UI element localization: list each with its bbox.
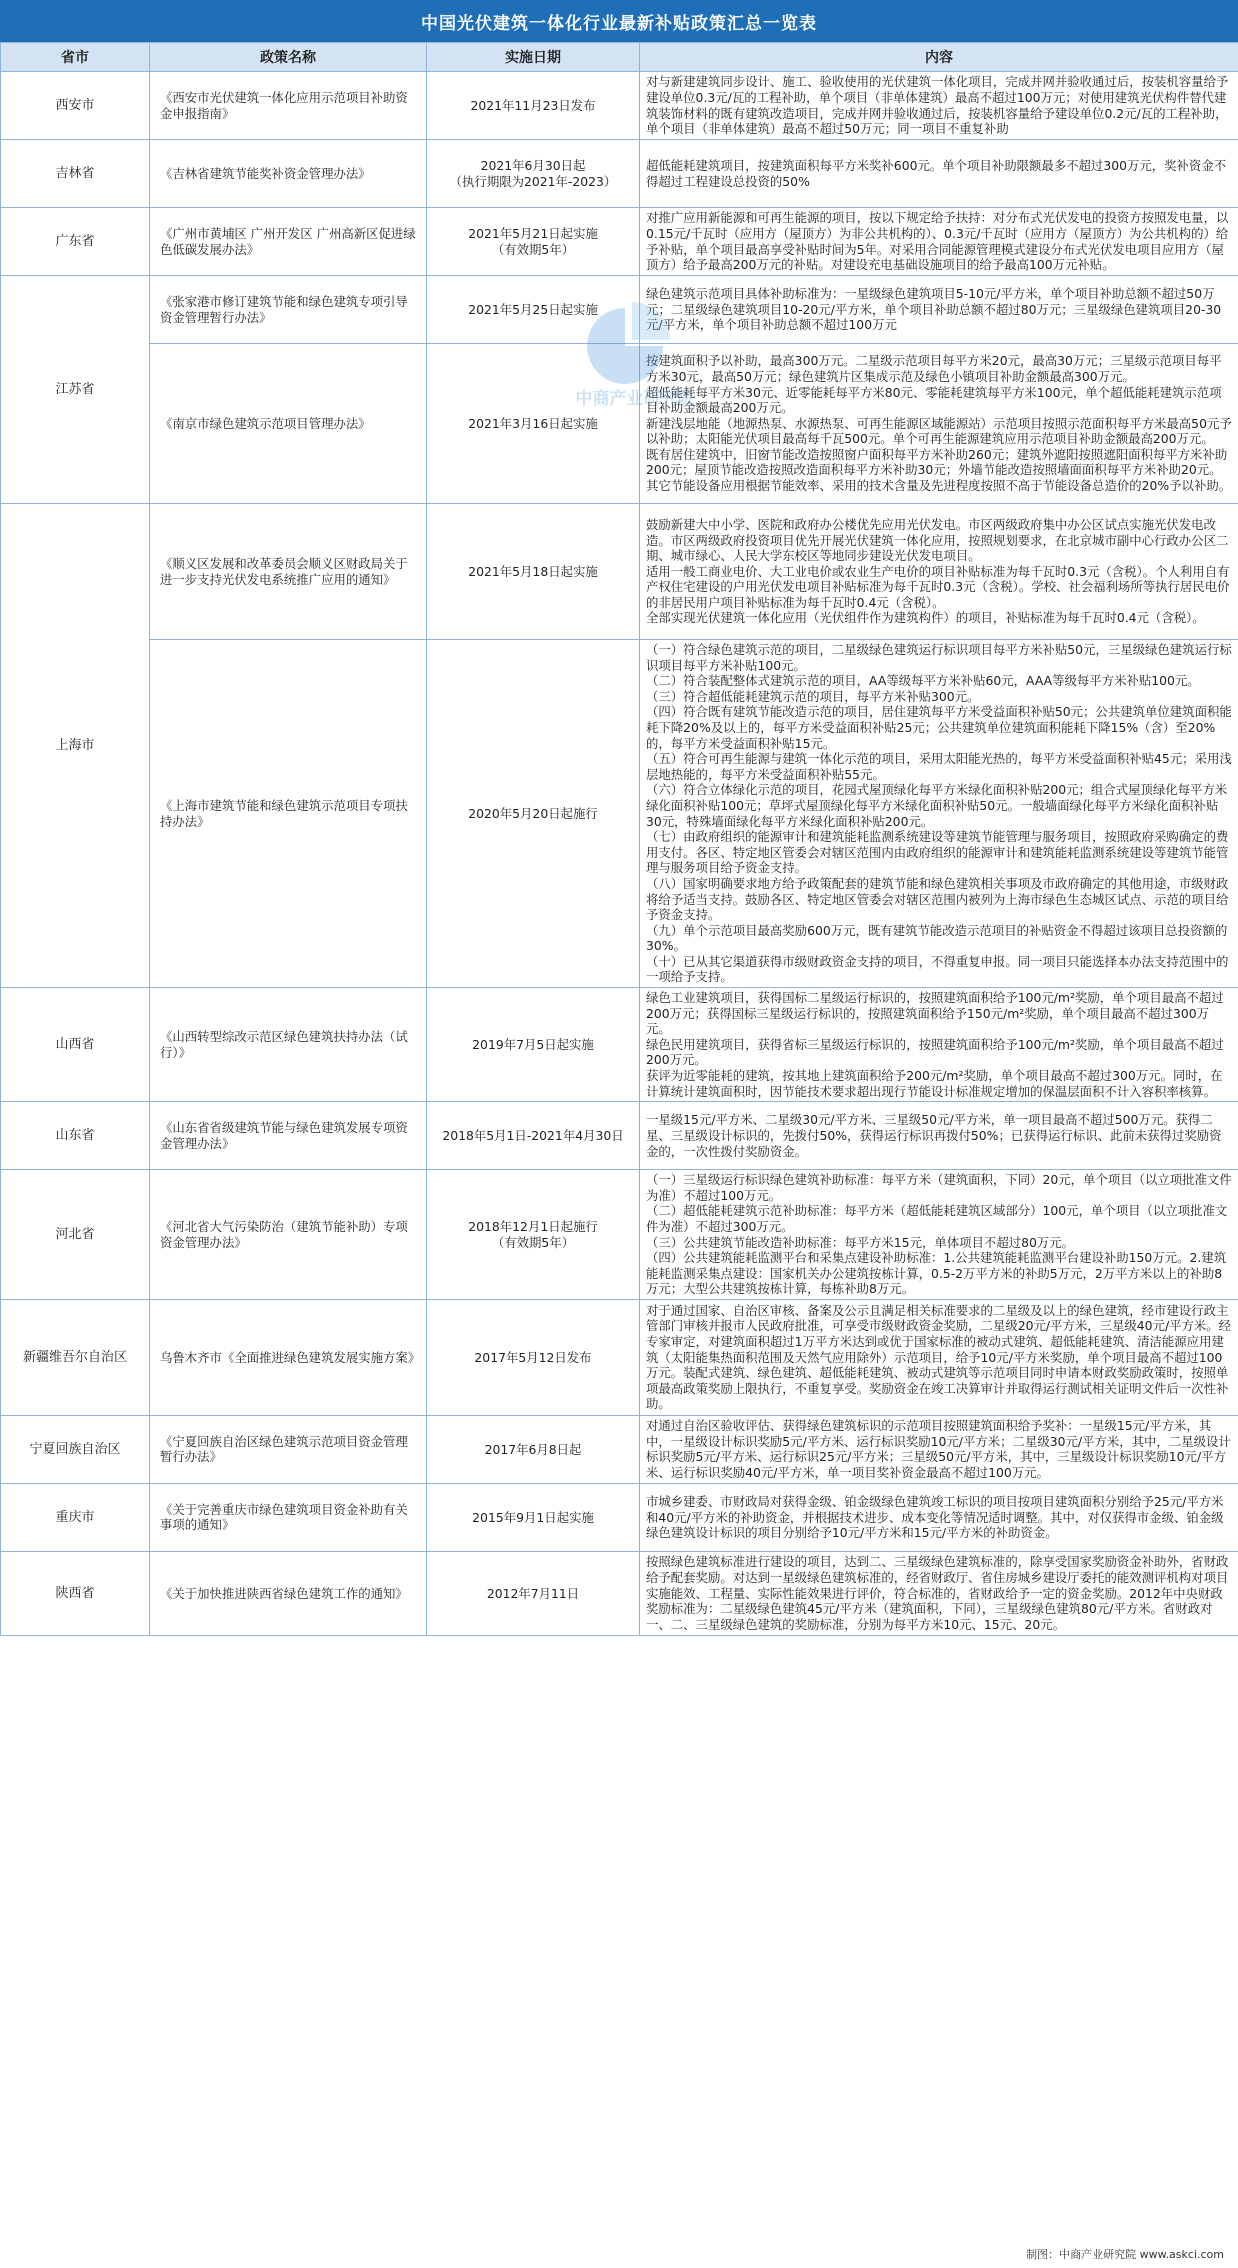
cell-date — [427, 1102, 640, 1170]
content-paragraph: （四）公共建筑能耗监测平台和采集点建设补助标准：1.公共建筑能耗监测平台建设补助150万元。2.建筑能耗监测采集点建设：国家机关办公建筑按栋计算，0.5-2万平方米的补助5万元，2万平方米以上的补助8万元；大型公共建筑按栋计算，每栋补助8万元。 — [646, 1250, 1227, 1297]
date-line: （有效期5年） — [491, 1234, 575, 1250]
content-paragraph: 按照绿色建筑标准进行建设的项目，达到二、三星级绿色建筑标准的，除享受国家奖励资金补助外，省财政给予配套奖励。对达到一星级绿色建筑标准的，经省财政厅、省住房城乡建设厅委托的能效测评机构对项目实施能效、工程量、实际性能效果进行评价，符合标准的，省财政给予一定的资金奖励。2012年中央财政奖励标准为：二星级绿色建筑45元/平方米（建筑面积，下同），三星级绿色建筑80元/平方米。省财政对一、二、三星级绿色建筑的奖励标准，分别为每平方米10元、15元、20元。 — [646, 1554, 1229, 1632]
cell-content — [640, 1551, 1238, 1635]
date-line: 2020年5月20日起施行 — [468, 805, 598, 821]
content-paragraph: 绿色建筑示范项目具体补助标准为：一星级绿色建筑项目5-10元/平方米，单个项目补助总额不超过50万元；二星级绿色建筑项目10-20元/平方米，单个项目补助总额不超过80万元；三星级绿色建筑项目20-30元/平方米，单个项目补助总额不超过100万元 — [646, 286, 1222, 333]
date-line: 2019年7月5日起实施 — [472, 1036, 594, 1052]
date-line: 2012年7月11日 — [486, 1585, 580, 1601]
content-paragraph: 市城乡建委、市财政局对获得金级、铂金级绿色建筑竣工标识的项目按项目建筑面积分别给予25元/平方米和40元/平方米的补助资金，并根据技术进步、成本变化等情况适时调整。其中，对仅获得市金级、铂金级绿色建筑设计标识的项目分别给予10元/平方米和15元/平方米的补助资金。 — [646, 1494, 1224, 1541]
cell-province: 重庆市 — [1, 1483, 150, 1551]
cell-content — [640, 1170, 1238, 1300]
header-content: 内容 — [640, 43, 1238, 72]
content-paragraph: 既有居住建筑中，旧窗节能改造按照窗户面积每平方米补助260元；建筑外遮阳按照遮阳面积每平方米补助200元；屋顶节能改造按照改造面积每平方米补助30元；外墙节能改造按照墙面面积每平方米补助20元。其它节能设备应用根据节能效率、采用的技术含量及先进程度按照不高于节能设备总造价的20%予以补助。 — [646, 446, 1232, 494]
content-paragraph: 全部实现光伏建筑一体化应用（光伏组件作为建筑构件）的项目，补贴标准为每千瓦时0.4元（含税）。 — [646, 610, 1205, 626]
table-row — [1, 140, 1238, 208]
content-paragraph: （三）公共建筑节能改造补助标准：每平方米15元，单体项目不超过80万元。 — [646, 1234, 1075, 1250]
content-paragraph: （五）符合可再生能源与建筑一体化示范的项目，采用太阳能光热的，每平方米受益面积补贴45元；采用浅层地热能的，每平方米受益面积补贴55元。 — [646, 751, 1232, 782]
watermark-text: 中商产业研究院 — [575, 389, 695, 409]
content-paragraph: 绿色工业建筑项目，获得国标二星级运行标识的，按照建筑面积给予100元/m²奖励，单个项目最高不超过200万元；获得国标三星级运行标识的，按照建筑面积给予150元/m²奖励，单个项目最高不超过300万元。 — [646, 990, 1224, 1037]
table-row — [1, 1415, 1238, 1483]
cell-policy-name: 《吉林省建筑节能奖补资金管理办法》 — [150, 140, 427, 208]
cell-date — [427, 140, 640, 208]
cell-date — [427, 504, 640, 640]
table-header-row — [1, 43, 1238, 72]
policy-table — [0, 42, 1238, 1636]
table-row — [1, 1551, 1238, 1635]
cell-content — [640, 276, 1238, 344]
table-row — [1, 72, 1238, 140]
content-paragraph: 对于通过国家、自治区审核、备案及公示且满足相关标准要求的二星级及以上的绿色建筑，经市建设行政主管部门审核并报市人民政府批准，可享受市级财政资金奖励，二星级20元/平方米，三星级40元/平方米。经专家审定，对建筑面积超过1万平方米达到或优于国家标准的被动式建筑、超低能耗建筑、清洁能源应用建筑（太阳能集热面积范围及天然气应用除外）示范项目，给予10元/平方米奖励，单个项目最高不超过100万元。装配式建筑、绿色建筑、超低能耗建筑、被动式建筑等示范项目同时申请本财政奖励政策时，按照单项最高政策奖励上限执行，不重复享受。奖励资金在竣工决算审计并取得运行测试相关证明文件后一次性补助。 — [646, 1302, 1232, 1412]
cell-content — [640, 1102, 1238, 1170]
content-paragraph: 超低能耗建筑项目，按建筑面积每平方米奖补600元。单个项目补助限额最多不超过300万元，奖补资金不得超过工程建设总投资的50% — [646, 157, 1227, 189]
table-row — [1, 1299, 1238, 1415]
cell-province: 陕西省 — [1, 1551, 150, 1635]
table-row — [1, 504, 1238, 640]
date-line: 2021年3月16日起实施 — [468, 415, 598, 431]
content-paragraph: 对通过自治区验收评估、获得绿色建筑标识的示范项目按照建筑面积给予奖补：一星级15元/平方米，其中，一星级设计标识奖励5元/平方米、运行标识奖励10元/平方米；二星级30元/平方米，其中，二星级设计标识奖励5元/平方米、运行标识25元/平方米；三星级50元/平方米，其中，三星级设计标识奖励10元/平方米、运行标识奖励40元/平方米，单一项目奖补资金最高不超过100万元。 — [646, 1418, 1231, 1481]
cell-content — [640, 344, 1238, 504]
cell-policy-name: 《关于完善重庆市绿色建筑项目资金补助有关事项的通知》 — [150, 1483, 427, 1551]
cell-province: 山西省 — [1, 988, 150, 1102]
date-line: 2017年5月12日发布 — [474, 1349, 592, 1365]
date-line: 2021年5月25日起实施 — [468, 301, 598, 317]
content-paragraph: 对与新建建筑同步设计、施工、验收使用的光伏建筑一体化项目，完成并网并验收通过后，按装机容量给予建设单位0.3元/瓦的工程补助，单个项目（非单体建筑）最高不超过100万元；对使用建筑光伏构件替代建筑装饰材料的既有建筑改造项目，完成并网并验收通过后，按装机容量给予建设单位0.2元/瓦的工程补助，单个项目（非单体建筑）最高不超过50万元；同一项目不重复补助 — [646, 74, 1229, 137]
content-paragraph: 对推广应用新能源和可再生能源的项目，按以下规定给予扶持：对分布式光伏发电的投资方按照发电量，以0.15元/千瓦时（应用方（屋顶方）为非公共机构的）、0.3元/千瓦时（应用方（屋顶方）为公共机构的）给予补贴，单个项目最高享受补贴时间为5年。对采用合同能源管理模式建设分布式光伏发电项目应用方（屋顶方）给予最高200万元的补贴。对建设充电基础设施项目的给予最高100万元补贴。 — [646, 210, 1229, 273]
cell-content — [640, 1483, 1238, 1551]
cell-province: 河北省 — [1, 1170, 150, 1300]
cell-policy-name: 《山东省省级建筑节能与绿色建筑发展专项资金管理办法》 — [150, 1102, 427, 1170]
cell-content — [640, 72, 1238, 140]
footer-credit: 制图：中商产业研究院 www.askci.com — [1026, 2248, 1224, 2261]
table-row — [1, 1483, 1238, 1551]
cell-policy-name: 《张家港市修订建筑节能和绿色建筑专项引导资金管理暂行办法》 — [150, 276, 427, 344]
date-line: （有效期5年） — [491, 241, 575, 257]
cell-content — [640, 640, 1238, 988]
date-line: 2021年5月21日起实施 — [468, 225, 598, 241]
table-row — [1, 640, 1238, 988]
cell-province: 西安市 — [1, 72, 150, 140]
cell-date — [427, 1415, 640, 1483]
date-line: 2017年6月8日起 — [484, 1441, 582, 1457]
content-paragraph: （七）由政府组织的能源审计和建筑能耗监测系统建设等建筑节能管理与服务项目，按照政府采购确定的费用支付。各区、特定地区管委会对辖区范围内由政府组织的能源审计和建筑能耗监测系统建设等建筑节能管理与服务项目给予资金支持。 — [646, 829, 1229, 876]
cell-province: 新疆维吾尔自治区 — [1, 1299, 150, 1415]
cell-date — [427, 72, 640, 140]
cell-policy-name: 《顺义区发展和改革委员会顺义区财政局关于进一步支持光伏发电系统推广应用的通知》 — [150, 504, 427, 640]
content-paragraph: （六）符合立体绿化示范的项目，花园式屋顶绿化每平方米绿化面积补贴200元；组合式屋顶绿化每平方米绿化面积补贴100元；草坪式屋顶绿化每平方米绿化面积补贴50元。一般墙面绿化每平方米绿化面积补贴30元，特殊墙面绿化每平方米绿化面积补贴200元。 — [646, 782, 1228, 829]
table-row — [1, 1170, 1238, 1300]
cell-date — [427, 344, 640, 504]
cell-province: 宁夏回族自治区 — [1, 1415, 150, 1483]
content-paragraph: （二）符合装配整体式建筑示范的项目，AA等级每平方米补贴60元，AAA等级每平方米补贴100元。 — [646, 673, 1200, 689]
table-row — [1, 276, 1238, 344]
cell-content — [640, 1299, 1238, 1415]
content-paragraph: 新建浅层地能（地源热泵、水源热泵、可再生能源区域能源站）示范项目按照示范面积每平方米最高50元予以补助；太阳能光伏项目最高每千瓦500元。单个可再生能源建筑应用示范项目补助金额最高200万元。 — [646, 415, 1232, 447]
content-paragraph: （一）符合绿色建筑示范的项目，二星级绿色建筑运行标识项目每平方米补贴50元，三星级绿色建筑运行标识项目每平方米补贴100元。 — [646, 642, 1232, 673]
content-paragraph: （十）已从其它渠道获得市级财政资金支持的项目，不得重复申报。同一项目只能选择本办法支持范围中的一项给予支持。 — [646, 953, 1229, 985]
cell-date — [427, 276, 640, 344]
table-row — [1, 988, 1238, 1102]
content-paragraph: 一星级15元/平方米、二星级30元/平方米、三星级50元/平方米，单一项目最高不超过500万元。获得二星、三星级设计标识的，先拨付50%，获得运行标识再拨付50%；已获得运行标识、此前未获得过奖励资金的，一次性拨付奖励资金。 — [646, 1112, 1222, 1159]
cell-policy-name: 乌鲁木齐市《全面推进绿色建筑发展实施方案》 — [150, 1299, 427, 1415]
cell-province: 上海市 — [1, 504, 150, 988]
date-line: 2018年12月1日起施行 — [468, 1219, 598, 1234]
date-line: 2021年6月30日起 — [480, 157, 586, 173]
header-policy: 政策名称 — [150, 43, 427, 72]
cell-date — [427, 1483, 640, 1551]
content-paragraph: 适用一般工商业电价、大工业电价或农业生产电价的项目补贴标准为每千瓦时0.3元（含税）。个人利用自有产权住宅建设的户用光伏发电项目补贴标准为每千瓦时0.3元（含税）。学校、社会福利场所等执行居民电价的非居民用户项目补贴标准为每千瓦时0.4元（含税）。 — [646, 563, 1230, 610]
table-row — [1, 1102, 1238, 1170]
cell-policy-name: 《南京市绿色建筑示范项目管理办法》 — [150, 344, 427, 504]
cell-policy-name: 《山西转型综改示范区绿色建筑扶持办法（试行）》 — [150, 988, 427, 1102]
date-line: （执行期限为2021年-2023） — [449, 173, 617, 189]
cell-content — [640, 504, 1238, 640]
content-paragraph: 超低能耗每平方米30元、近零能耗每平方米80元、零能耗建筑每平方米100元，单个超低能耗建筑示范项目补助金额最高200万元。 — [646, 384, 1222, 416]
cell-content — [640, 988, 1238, 1102]
date-line: 2021年5月18日起实施 — [468, 563, 598, 579]
content-paragraph: （一）三星级运行标识绿色建筑补助标准：每平方米（建筑面积，下同）20元，单个项目（以立项批准文件为准）不超过100万元。 — [646, 1172, 1232, 1203]
content-paragraph: （二）超低能耗建筑示范补助标准：每平方米（超低能耗建筑区域部分）100元，单个项目（以立项批准文件为准）不超过300万元。 — [646, 1203, 1228, 1234]
content-paragraph: 绿色民用建筑项目，获得省标三星级运行标识的，按照建筑面积给予100元/m²奖励，单个项目最高不超过200万元。 — [646, 1036, 1224, 1068]
cell-policy-name: 《宁夏回族自治区绿色建筑示范项目资金管理暂行办法》 — [150, 1415, 427, 1483]
table-row — [1, 208, 1238, 276]
cell-content — [640, 1415, 1238, 1483]
cell-policy-name: 《上海市建筑节能和绿色建筑示范项目专项扶持办法》 — [150, 640, 427, 988]
cell-policy-name: 《西安市光伏建筑一体化应用示范项目补助资金申报指南》 — [150, 72, 427, 140]
cell-content — [640, 140, 1238, 208]
cell-policy-name: 《广州市黄埔区 广州开发区 广州高新区促进绿色低碳发展办法》 — [150, 208, 427, 276]
content-paragraph: 获评为近零能耗的建筑，按其地上建筑面积给予200元/m²奖励，单个项目最高不超过300万元。同时，在计算统计建筑面积时，因节能技术要求超出现行节能设计标准规定增加的保温层面积不计入容积率核算。 — [646, 1068, 1223, 1099]
date-line: 2018年5月1日-2021年4月30日 — [442, 1127, 624, 1143]
content-paragraph: （八）国家明确要求地方给予政策配套的建筑节能和绿色建筑相关事项及市政府确定的其他用途，市级财政将给予适当支持。鼓励各区、特定地区管委会对辖区范围内被列为上海市绿色生态城区试点、示范的项目给予资金支持。 — [646, 875, 1229, 923]
date-line: 2015年9月1日起实施 — [472, 1509, 594, 1525]
content-paragraph: （九）单个示范项目最高奖励600万元，既有建筑节能改造示范项目的补贴资金不得超过该项目总投资额的30%。 — [646, 922, 1228, 954]
page-title: 中国光伏建筑一体化行业最新补贴政策汇总一览表 — [0, 0, 1238, 42]
cell-date — [427, 1170, 640, 1300]
cell-province: 吉林省 — [1, 140, 150, 208]
cell-date — [427, 1299, 640, 1415]
cell-province: 山东省 — [1, 1102, 150, 1170]
cell-content — [640, 208, 1238, 276]
header-province: 省市 — [1, 43, 150, 72]
cell-date — [427, 1551, 640, 1635]
content-paragraph: （三）符合超低能耗建筑示范的项目，每平方米补贴300元。 — [646, 688, 980, 704]
content-paragraph: （四）符合既有建筑节能改造示范的项目，居住建筑每平方米受益面积补贴50元；公共建筑单位建筑面积能耗下降20%及以上的，每平方米受益面积补贴25元；公共建筑单位建筑面积能耗下降15%（含）至20%的，每平方米受益面积补贴15元。 — [646, 704, 1232, 751]
cell-date — [427, 988, 640, 1102]
cell-policy-name: 《关于加快推进陕西省绿色建筑工作的通知》 — [150, 1551, 427, 1635]
cell-policy-name: 《河北省大气污染防治（建筑节能补助）专项资金管理办法》 — [150, 1170, 427, 1300]
cell-date — [427, 640, 640, 988]
table-row — [1, 344, 1238, 504]
cell-province: 江苏省 — [1, 276, 150, 504]
header-date: 实施日期 — [427, 43, 640, 72]
content-paragraph: 鼓励新建大中小学、医院和政府办公楼优先应用光伏发电。市区两级政府集中办公区试点实施光伏发电改造。市区两级政府投资项目优先开展光伏建筑一体化应用，按照规划要求，在北京城市副中心行政办公区二期、城市绿心、人民大学东校区等地同步建设光伏发电项目。 — [646, 516, 1229, 564]
cell-date — [427, 208, 640, 276]
table-body — [1, 72, 1238, 1636]
cell-province: 广东省 — [1, 208, 150, 276]
date-line: 2021年11月23日发布 — [470, 97, 596, 113]
content-paragraph: 按建筑面积予以补助，最高300万元。二星级示范项目每平方米20元，最高30万元；三星级示范项目每平方米30元，最高50万元；绿色建筑片区集成示范及绿色小镇项目补助金额最高300万元。 — [646, 353, 1222, 384]
